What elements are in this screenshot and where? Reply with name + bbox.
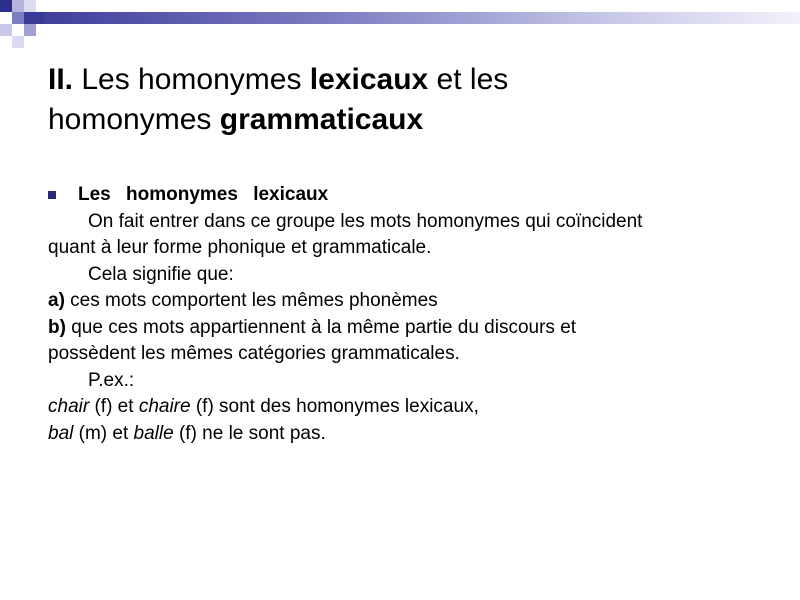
deco-square xyxy=(24,24,36,36)
title-text: homonymes xyxy=(48,103,220,136)
deco-square xyxy=(0,24,12,36)
example-text: (f) et xyxy=(89,396,139,417)
title-number: II. xyxy=(48,63,74,96)
title-line-2 xyxy=(48,100,768,140)
deco-square xyxy=(12,0,24,12)
example-text: (f) ne le sont pas. xyxy=(173,422,326,444)
example-word: chair xyxy=(48,396,90,417)
slide-body xyxy=(48,182,748,447)
list-item-a xyxy=(48,288,748,315)
deco-square xyxy=(24,12,44,24)
deco-square xyxy=(0,0,12,12)
deco-square xyxy=(12,36,24,48)
example-word: bal xyxy=(48,422,74,444)
list-item-b xyxy=(48,315,748,342)
bullet-heading xyxy=(48,182,748,209)
example-line-1 xyxy=(48,394,748,421)
header-decoration xyxy=(0,0,800,48)
section-heading: Les homonymes lexicaux xyxy=(78,184,329,205)
example-word: chaire xyxy=(138,396,191,417)
square-bullet-icon xyxy=(48,191,56,199)
paragraph-line: possèdent les mêmes catégories grammaticales. xyxy=(48,343,460,364)
list-text: ces mots comportent les mêmes phonèmes xyxy=(64,290,438,311)
example-word: balle xyxy=(133,422,174,444)
list-text: que ces mots appartiennent à la même partie du discours et xyxy=(65,316,577,338)
title-bold: lexicaux xyxy=(309,63,429,96)
deco-square xyxy=(12,12,24,24)
slide-title xyxy=(48,60,768,140)
title-bold: grammaticaux xyxy=(219,103,424,136)
list-label: a) xyxy=(48,290,65,311)
example-text: (m) et xyxy=(73,422,134,444)
title-text: et les xyxy=(428,63,509,96)
example-text: (f) sont des homonymes lexicaux, xyxy=(190,396,479,417)
list-label: b) xyxy=(48,316,66,338)
example-line-2 xyxy=(48,421,748,448)
example-label: P.ex.: xyxy=(88,369,135,391)
header-gradient-bar xyxy=(44,12,800,24)
paragraph-line: On fait entrer dans ce groupe les mots homonymes qui coïncident xyxy=(88,210,643,232)
title-text: Les homonymes xyxy=(73,63,310,96)
paragraph-line: Cela signifie que: xyxy=(88,263,234,285)
title-line-1 xyxy=(48,60,768,100)
deco-square xyxy=(24,0,36,12)
paragraph-line: quant à leur forme phonique et grammaticale. xyxy=(48,237,432,258)
